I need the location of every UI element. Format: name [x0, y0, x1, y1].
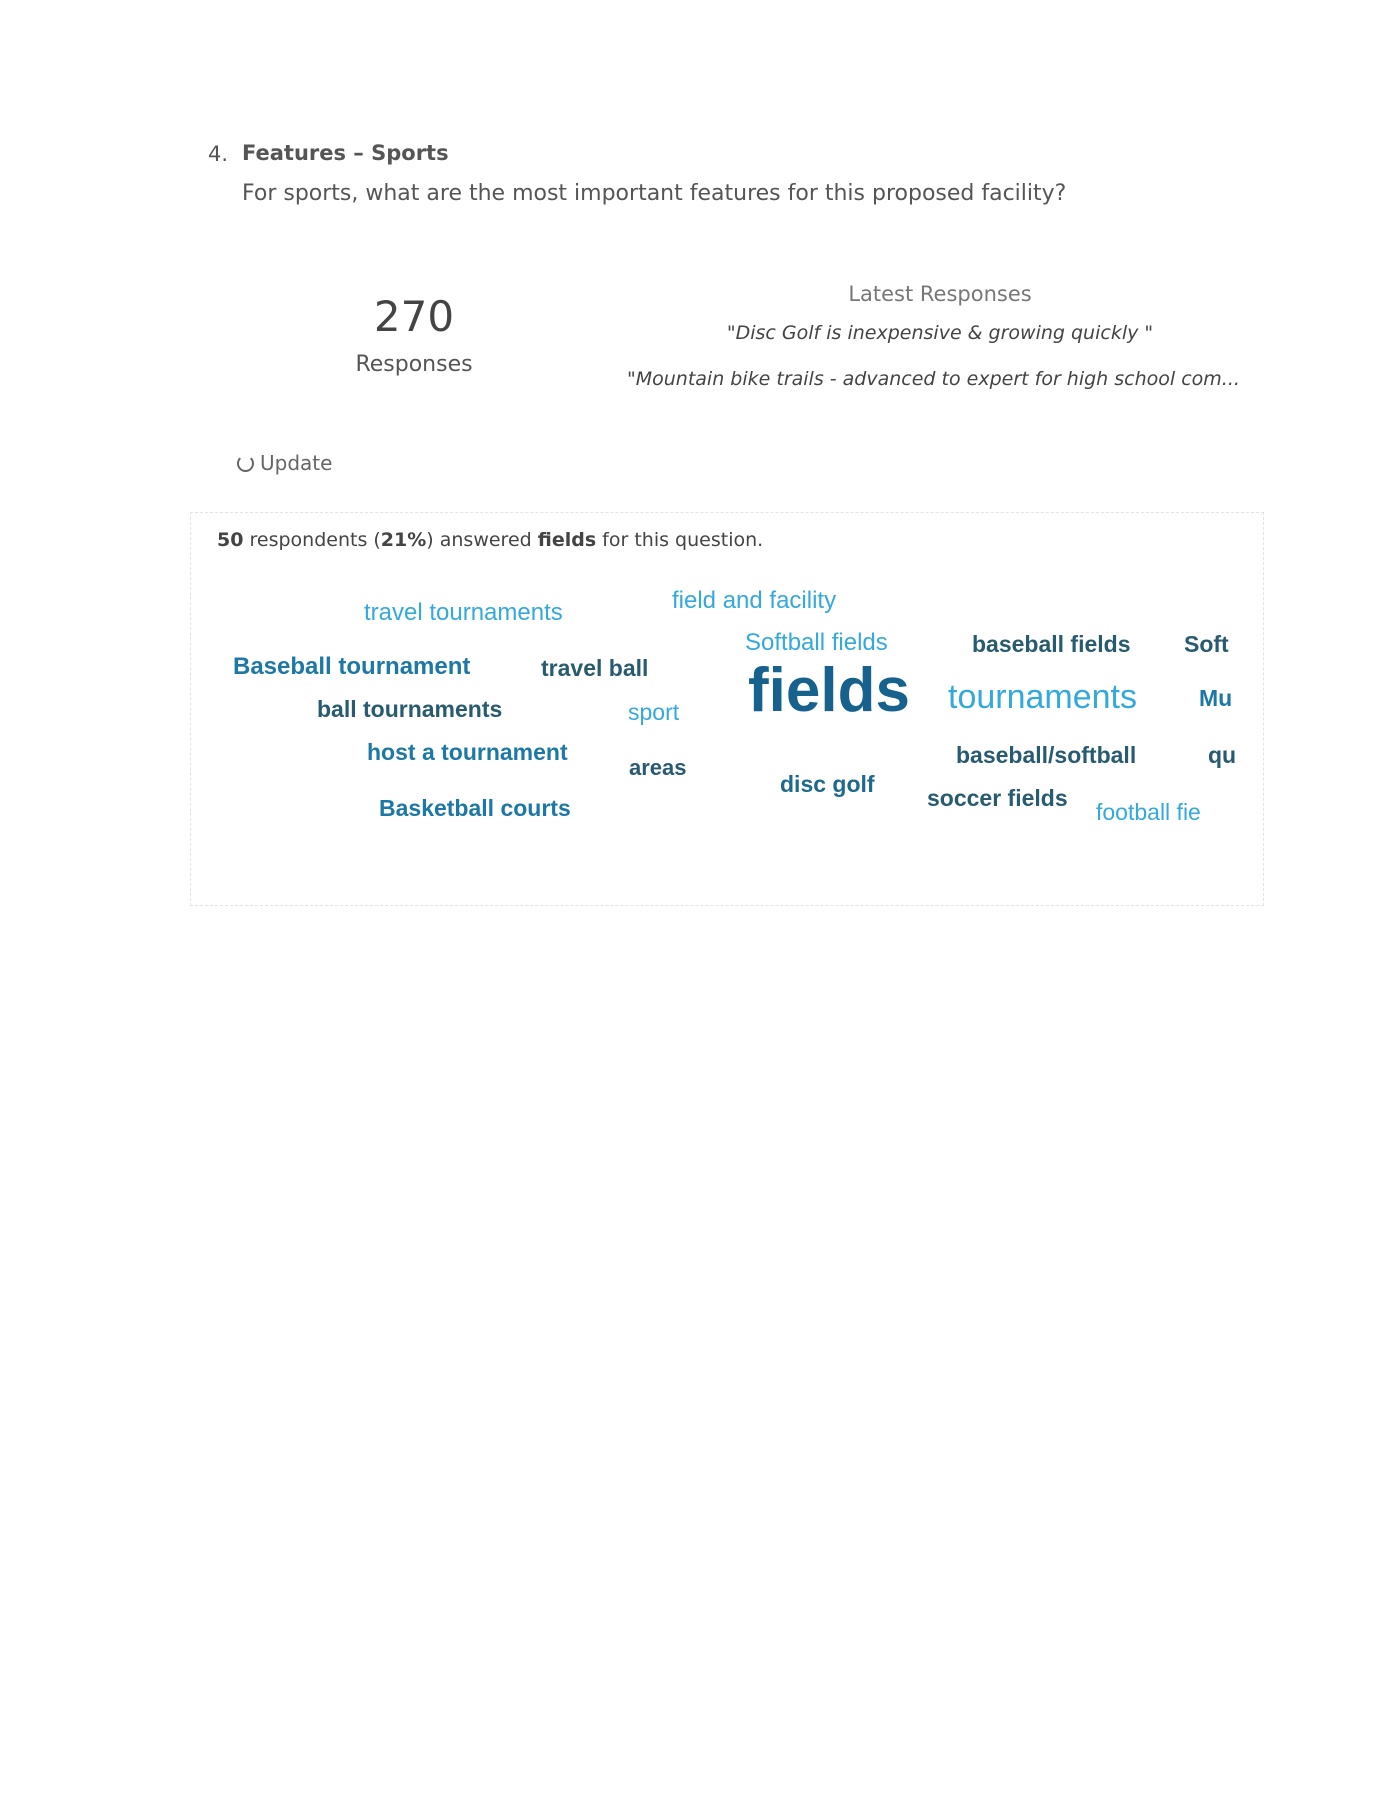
- latest-response-item: "Disc Golf is inexpensive & growing quickly ": [726, 322, 1154, 344]
- respondent-count: 50: [217, 529, 244, 551]
- word-cloud-term[interactable]: Softball fields: [745, 629, 888, 656]
- word-cloud-term[interactable]: Baseball tournament: [233, 653, 471, 680]
- question-subtitle: For sports, what are the most important features for this proposed facility?: [242, 181, 1067, 206]
- word-cloud-term[interactable]: travel ball: [541, 655, 649, 681]
- word-cloud-term[interactable]: travel tournaments: [364, 599, 563, 626]
- word-cloud-term[interactable]: ball tournaments: [317, 696, 503, 722]
- question-title: Features – Sports: [242, 141, 449, 165]
- summary-text: ) answered: [426, 529, 538, 551]
- respondent-percent: 21%: [380, 529, 427, 551]
- update-label: Update: [260, 451, 333, 475]
- word-cloud-term[interactable]: baseball/softball: [956, 742, 1137, 768]
- selected-keyword: fields: [537, 529, 597, 551]
- word-cloud-term[interactable]: disc golf: [780, 771, 875, 797]
- word-cloud-term[interactable]: qu: [1208, 742, 1237, 768]
- word-cloud-term[interactable]: Soft: [1184, 631, 1229, 657]
- word-cloud-term[interactable]: Mu: [1199, 685, 1233, 711]
- refresh-icon: [237, 455, 254, 472]
- word-cloud-term[interactable]: sport: [628, 699, 680, 725]
- word-cloud-term[interactable]: baseball fields: [972, 631, 1131, 657]
- word-cloud-term[interactable]: host a tournament: [367, 739, 568, 765]
- word-cloud-term[interactable]: soccer fields: [927, 785, 1068, 811]
- summary-text: respondents (: [243, 529, 381, 551]
- word-cloud-term[interactable]: tournaments: [948, 678, 1137, 716]
- update-button[interactable]: [237, 451, 332, 475]
- word-cloud-term[interactable]: areas: [629, 755, 687, 780]
- word-cloud: [190, 512, 1238, 904]
- word-cloud-term[interactable]: football fie: [1096, 799, 1201, 825]
- response-count-label: Responses: [355, 352, 473, 377]
- response-count: 270: [373, 292, 455, 341]
- word-cloud-term-top[interactable]: fields: [748, 656, 910, 725]
- summary-text: for this question.: [596, 529, 764, 551]
- word-cloud-term[interactable]: field and facility: [672, 587, 837, 614]
- latest-responses-heading: Latest Responses: [848, 282, 1032, 306]
- latest-response-item: "Mountain bike trails - advanced to expert for high school com...: [627, 368, 1240, 390]
- word-cloud-term[interactable]: Basketball courts: [379, 795, 571, 821]
- question-number: 4.: [208, 142, 229, 166]
